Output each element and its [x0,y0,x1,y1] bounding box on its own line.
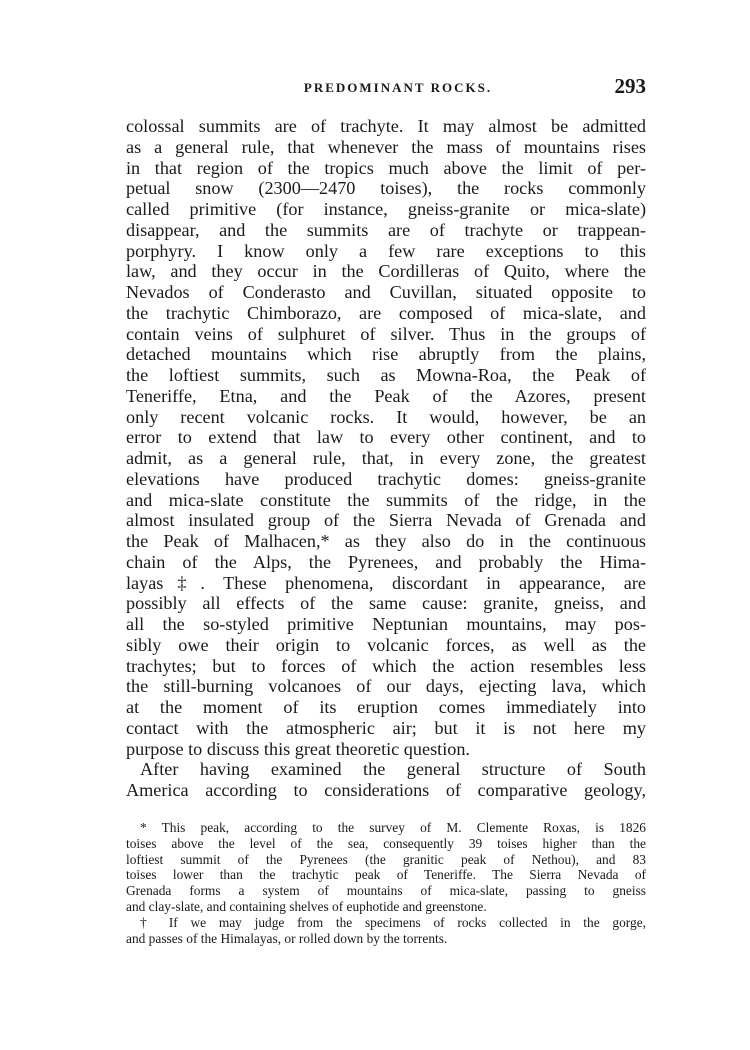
text-line: as a general rule, that whenever the mass of mountains rises [126,136,646,157]
text-line: disappear, and the summits are of trachyte or trappean- [126,219,646,240]
footnote-line: and passes of the Himalayas, or rolled down by the torrents. [126,930,448,946]
text-line: contact with the atmospheric air; but it is not here my [126,717,646,738]
footnote-line: † If we may judge from the specimens of rocks collected in the gorge, [140,914,646,930]
text-line: admit, as a general rule, that, in every zone, the greatest [126,448,646,468]
text-line: Nevados of Conderasto and Cuvillan, situated opposite to [126,282,646,302]
page-header [126,74,646,104]
text-line: purpose to discuss this great theoretic question. [126,738,470,759]
footnotes [126,820,646,946]
text-line: porphyry. I know only a few rare exceptions to this [126,240,646,261]
text-line: error to extend that law to every other continent, and to [126,427,646,448]
text-line: the trachytic Chimborazo, are composed of mica-slate, and [126,302,646,323]
page-number: 293 [614,74,646,98]
footnote-line: * This peak, according to the survey of M. Clemente Roxas, is 1826 [140,820,646,835]
text-line: law, and they occur in the Cordilleras of Quito, where the [126,261,646,282]
text-line: in that region of the tropics much above the limit of per- [126,157,646,178]
body-text [126,116,646,801]
text-line: Teneriffe, Etna, and the Peak of the Azores, present [126,385,646,406]
text-line: almost insulated group of the Sierra Nevada of Grenada and [126,510,646,531]
text-line: petual snow (2300—2470 toises), the rocks commonly [126,178,646,199]
footnote-line: toises above the level of the sea, consequently 39 toises higher than the [126,835,646,851]
text-line: called primitive (for instance, gneiss-granite or mica-slate) [126,199,646,219]
text-line: sibly owe their origin to volcanic forces, as well as the [126,634,646,655]
text-line: America according to considerations of comparative geology, [126,780,646,800]
running-head: PREDOMINANT ROCKS. [303,80,493,95]
text-line: all the so-styled primitive Neptunian mountains, may pos- [126,614,646,634]
text-line: contain veins of sulphuret of silver. Thus in the groups of [126,323,646,344]
text-line: elevations have produced trachytic domes: gneiss-granite [126,468,646,489]
footnote-line: and clay-slate, and containing shelves of euphotide and greenstone. [126,898,487,914]
text-line: colossal summits are of trachyte. It may almost be admitted [126,116,646,136]
text-line: chain of the Alps, the Pyrenees, and probably the Hima- [126,551,646,572]
text-line: layas‡. These phenomena, discordant in appearance, are [126,572,646,593]
text-line: and mica-slate constitute the summits of the ridge, in the [126,489,646,510]
text-line: trachytes; but to forces of which the action resembles less [126,655,646,676]
text-line: After having examined the general structure of South [140,759,646,780]
text-line: only recent volcanic rocks. It would, however, be an [126,406,646,427]
footnote-line: Grenada forms a system of mountains of mica-slate, passing to gneiss [126,883,646,899]
text-line: the Peak of Malhacen,* as they also do in the continuous [126,531,646,551]
footnote-line: toises lower than the trachytic peak of Teneriffe. The Sierra Nevada of [126,867,646,883]
text-line: the loftiest summits, such as Mowna-Roa, the Peak of [126,365,646,385]
text-line: detached mountains which rise abruptly from the plains, [126,344,646,365]
footnote-line: loftiest summit of the Pyrenees (the granitic peak of Nethou), and 83 [126,851,646,867]
text-line: possibly all effects of the same cause: granite, gneiss, and [126,593,646,614]
text-line: the still-burning volcanoes of our days, ejecting lava, which [126,676,646,697]
text-line: at the moment of its eruption comes immediately into [126,697,646,717]
